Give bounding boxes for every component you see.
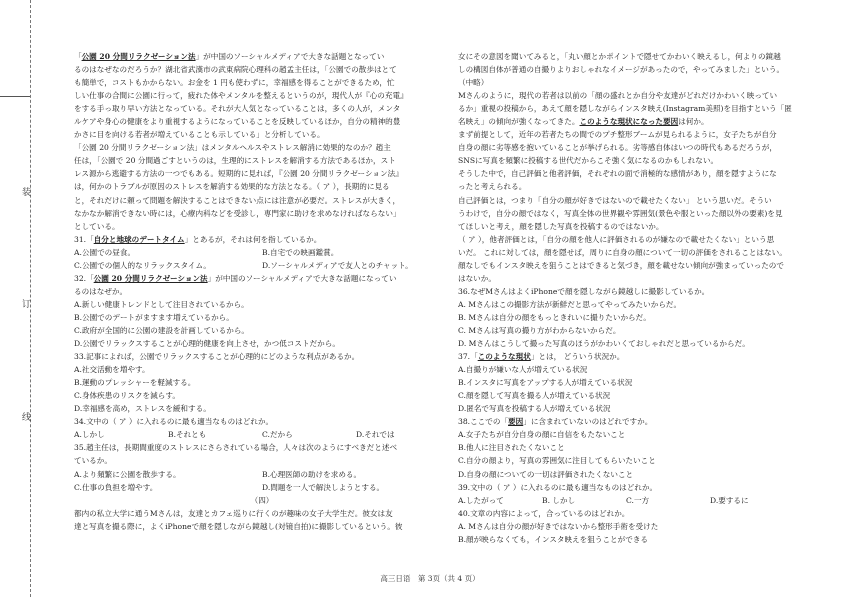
text-line: D.公園でリラックスすることが心理的健康を向上させ，かつ低コストだから。 [74,339,340,349]
text-line: しい仕事の合間に公園に行って，疲れた体やメンタルを整えるというのが，現代人が『心の充電』 [74,91,408,101]
text-line: （ ア ），他者評価とは，「自分の顔を他人に評価されるのが嫌なので載せたくない」という思 [458,234,775,244]
text-line: （中略） [458,78,489,88]
option-row [74,259,450,272]
text-line: ったと考えられる。 [458,182,527,192]
text-line: B.他人に注目されたくないこと [458,443,565,453]
text-line [458,350,794,363]
text-line: いだ。 これに対しては，顔を隠せば，周りに自身の顔について一切の評価をされることはない。 [458,247,787,257]
line-prefix: 名映え」の傾向が強くなってきた。 [458,117,580,127]
option-text: A.より頻繁に公園を散歩する。 [74,469,181,479]
text-line: 36.なぜMさんはよくiPhoneで顔を隠しながら鏡越しに撮影しているか。 [458,286,710,296]
text-line: B.インスタに写真をアップする人が増えている状況 [458,378,633,388]
line-prefix: 「 [74,52,82,61]
text-line: A.新しい健康トレンドとして注目されているから。 [74,299,249,309]
text-line: うわけで，自分の顔ではなく，写真全体の世界観や雰囲気(景色や服といった顔以外の要素)を見 [458,208,783,218]
text-line: 自己評価とは，つまり「自分の顔が好きではないので載せたくない」 という思いだ。そうい [458,195,772,205]
text-line: A. Mさんは自分の顔が好きではないから整形手術を受けた [458,521,659,531]
text-line: Mさんのように，現代の若者は以前の「顔の盛れとか自分や友達がどれだけかわいく映ってい [458,91,778,101]
text-line: てほしいと考え，顔を隠した写真を投稿するのではないか。 [458,221,664,231]
text-line [458,415,794,428]
option-row [74,246,450,259]
text-line: A.社交活動を増やす。 [74,365,150,375]
text-line: と，それだけに頼って問題を解決することはできない点には注意が必要だ。ストレスが大きく， [74,195,401,205]
text-line: C.政府が全国的に公園の建設を計画しているから。 [74,325,250,335]
text-line: B.運動のプレッシャーを軽減する。 [74,378,196,388]
binding-rule [0,96,30,97]
line-suffix: 」が中国のソーシャルメディアで大きな話題となってい [195,52,385,61]
text-line: なかなか解消できない時には，心療内科などを受診し，専門家に助けを求めなければならない」 [74,208,401,218]
text-line: るのはなぜか。 [74,286,128,296]
option-text: B.自宅での映画鑑賞。 [262,247,339,257]
option-text: D.ソーシャルメディアで友人とのチャット。 [262,260,413,270]
text-line: はないか。 [458,273,496,283]
option-row [458,494,794,507]
option-text: A.したがって [458,495,504,505]
option-text: C.一方 [626,495,650,505]
left-column [74,50,450,533]
text-line: D.自身の顔についての一切は評価されたくないこと [458,469,634,479]
option-text: B. しかし [542,495,576,505]
text-line: 自身の顔に劣等感を抱いていることが挙げられる。劣等感自体はいつの時代もあるだろうが， [458,143,777,153]
line-prefix: 32.「 [74,273,94,283]
option-row [74,428,450,441]
underlined-phrase: 公園 20 分間リラクゼーション法 [93,273,208,283]
text-line: B.顔が映らなくても，インスタ映えを狙うことができる [458,534,649,544]
option-text: D.問題を一人で解決しようとする。 [262,482,385,492]
text-line: まず前提として，近年の若者たちの間でのプチ整形ブームが見られるように，女子たちが自分 [458,130,777,140]
text-line: A.女子たちが自分自身の顔に自信をもたないこと [458,430,626,440]
text-line: るのはなぜなのだろうか？湖北省武漢市の武東病院心理科の趙孟主任は，「公園での散歩はとて [74,65,397,75]
text-line: ているか。 [74,456,112,466]
option-text: A.しかし [74,430,105,440]
line-suffix: は何か。 [678,117,709,127]
underlined-phrase: このような現状になった要因 [579,117,679,127]
underlined-phrase: 要因 [508,417,524,427]
option-text: B.心理医師の助けを求める。 [262,469,362,479]
line-suffix: 」に含まれていないのはどれですか。 [523,417,653,427]
line-suffix: 」とあるが，それは何を指しているか。 [184,234,322,244]
text-line: 35.趙主任は，長期間重度のストレスにさらされている場合，人々は次のようにすべきだと述べ [74,443,398,453]
text-line: しの構図自体が普通の自撮りよりおしゃれなイメージがあったので，やってみました」という。 [458,65,785,75]
text-line: をする手っ取り早い方法となっている。それが大人気となっていることは，多くの人が，メンタ [74,104,401,114]
text-line: 40.文章の内容によって，合っているのはどれか。 [458,508,630,518]
text-line: は，何かのトラブルが原因のストレスを解消する効果的な方法となる。（ ア ），長期的に見る [74,182,390,192]
text-line: A.自撮りが嫌いな人が増えている状況 [458,365,588,375]
text-line: 顔なしでもインスタ映えを狙うことはできると気づき，顔を載せない傾向が強まっていったので [458,260,784,270]
option-text: D.それでは [356,430,395,440]
option-row [74,481,450,494]
text-line: 「公園 20 分間リラクゼーション法」はメンタルヘルスやストレス解消に効果的なのか？趙主 [74,143,391,153]
option-row [74,468,450,481]
text-line: B.公園でのデートがますます増えているから。 [74,312,234,322]
underlined-phrase: 公園 20 分間リラクゼーション法 [81,52,196,61]
option-text: C.仕事の負担を増やす。 [74,482,158,492]
text-line: 34.文中の（ ア ）に入れるのに最も適当なものはどれか。 [74,417,274,427]
text-line: としている。 [74,221,120,231]
text-line [74,50,450,63]
underlined-phrase: 自分と地球のデートタイム [93,234,185,244]
text-line: かさに目を向ける若者が増えていることも示している」と分析している。 [74,130,325,140]
text-line [74,233,450,246]
binding-margin [0,0,44,597]
text-line: も簡単で，コストもかからない。お金を 1 円も使わずに，幸福感を得ることができるため，忙 [74,78,395,88]
binding-mark-zhuang: 装 [22,188,32,198]
text-line: 達と写真を撮る際に，よくiPhoneで顔を隠しながら鏡越し(対镜自拍)に撮影しているという。彼 [74,521,403,531]
option-text: C.だから [262,430,293,440]
line-suffix: 」とは， どういう状況か。 [530,352,625,362]
text-line: ルケアや身心の健康をより重視するようになっていることを反映しているほか，自分の精神的豊 [74,117,401,127]
text-line: るか」重視の投稿から，あえて顔を隠しながらインスタ映え(Instagram美照)を目指すという「匿 [458,104,792,114]
text-line: SNSに写真を頻繁に投稿する世代だからこそ強く気になるのかもしれない。 [458,156,719,166]
option-text: D.要するに [710,495,749,505]
right-column [458,50,794,546]
option-text: B.それとも [168,430,207,440]
text-line: 39.文中の（ ア ）に入れるのに最も適当なものはどれか。 [458,482,658,492]
option-text: A.公園での昼食。 [74,247,136,257]
section-heading: （四） [250,495,274,505]
text-line: C.身体疾患のリスクを減らす。 [74,391,180,401]
text-line: A. Mさんはこの撮影方法が新鮮だと思ってやってみたいからだ。 [458,299,682,309]
underlined-phrase: このような現状 [477,352,531,362]
binding-mark-ding: 订 [22,300,32,310]
text-line: レス源から逃避する方法の一つでもある。短期的に見れば，『公園 20 分間リラクゼーション法』 [74,169,403,179]
text-line: D.幸福感を高め，ストレスを緩和する。 [74,404,211,414]
line-prefix: 37.「 [458,352,478,362]
text-line [458,115,794,128]
text-line: 任は，「公園で 20 分間過ごすというのは，生理的にストレスを解消する方法であるほか，スト [74,156,396,166]
text-line: そうした中で，自己評価と他者評価，それぞれの面で消極的な感情があり，顔を隠すようにな [458,169,777,179]
text-line: C. Mさんは写真の撮り方がわからないからだ。 [458,325,621,335]
text-line: D.匿名で写真を投稿する人が増えている状況 [458,404,611,414]
line-suffix: 」が中国のソーシャルメディアで大きな話題になってい [207,273,397,283]
option-text: C.公園での個人的なリラックスタイム。 [74,260,211,270]
line-prefix: 31.「 [74,234,94,244]
page-footer: 高三日语 第 3页（共 4 页） [380,574,480,583]
text-line: 33.記事によれば，公園でリラックスすることが心理的にどのような利点があるか。 [74,352,360,362]
text-line: 都内の私立大学に通うMさんは，友達とカフェ巡りに行くのが趣味の女子大学生だ。彼女は友 [74,508,393,518]
text-line: 女にその意図を聞いてみると，「丸い顔とかポイントで隠せてかわいく映えるし，何よりの鏡越 [458,52,781,61]
text-line: D. Mさんはこうして撮った写真のほうがかわいくておしゃれだと思っているからだ。 [458,339,750,349]
text-line: C.自分の顔より，写真の雰囲気に注目してもらいたいこと [458,456,656,466]
binding-mark-xian: 线 [22,413,32,423]
text-line [74,272,450,285]
text-line: C.顔を隠して写真を撮る人が増えている状況 [458,391,611,401]
line-prefix: 38.ここでの「 [458,417,509,427]
text-line: B. Mさんは自分の顔をもっときれいに撮りたいからだ。 [458,312,651,322]
